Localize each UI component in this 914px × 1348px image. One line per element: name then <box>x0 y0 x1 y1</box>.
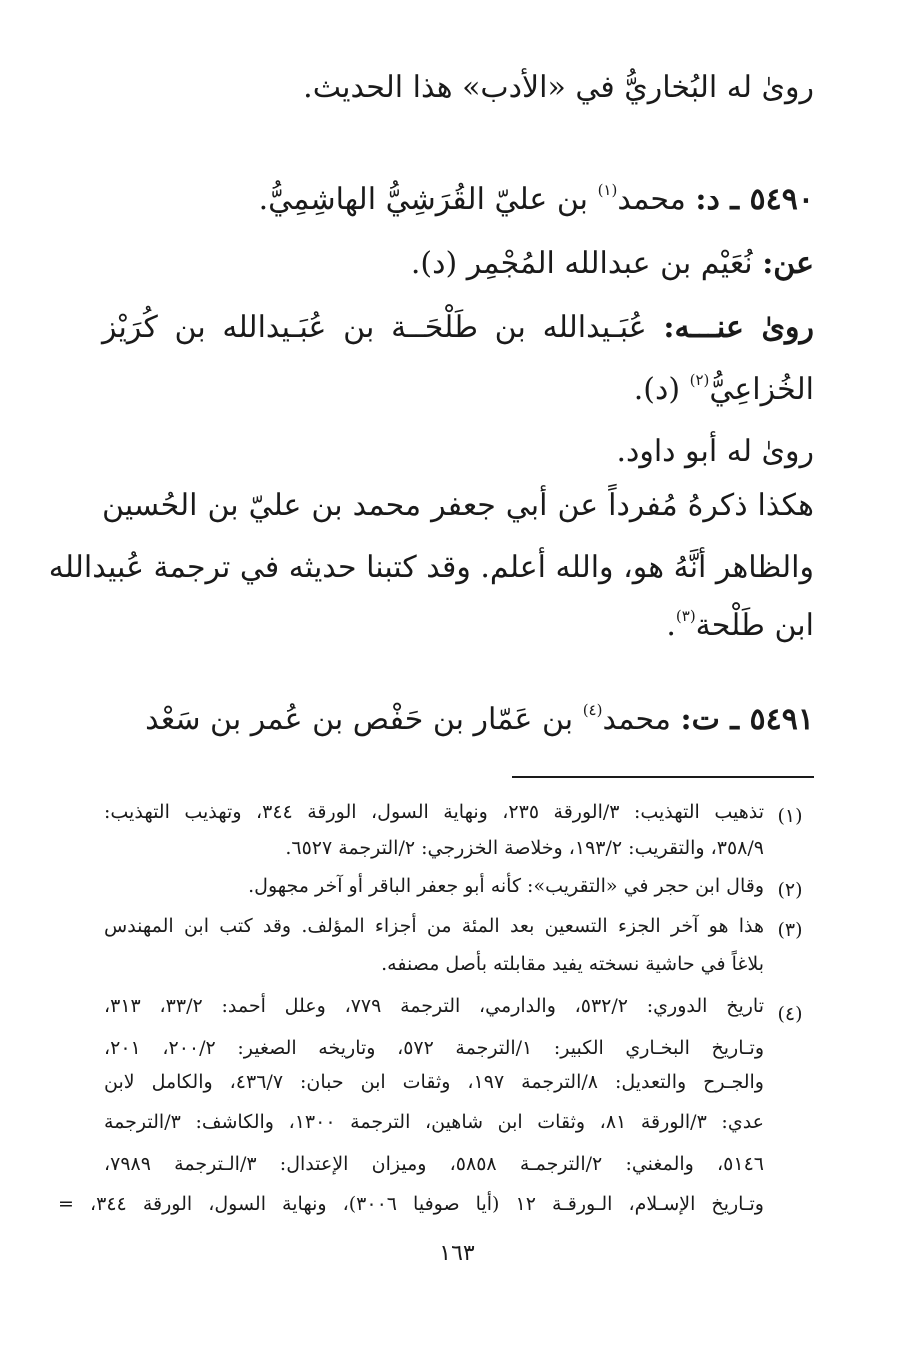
footnote-ref: (١) <box>597 181 618 199</box>
footnote-line: عدي: ٣/الورقة ٨١، وثقات ابن شاهين، الترجمة ١٣٠٠، والكاشف: ٣/الترجمة <box>104 1111 765 1133</box>
footnote-line: وتـاريخ الإسـلام، الـورقـة ١٢ (أيا صوفيا ٣٠٠٦)، ونهاية السول، الورقة ٣٤٤، = <box>58 1193 764 1215</box>
teachers-text: نُعَيْم بن عبدالله المُجْمِر (د). <box>410 246 753 281</box>
students-line <box>102 306 814 350</box>
entry-name: محمد <box>617 182 686 217</box>
footnote-line: بلاغاً في حاشية نسخته يفيد مقابلته بأصل مصنفه. <box>381 953 764 975</box>
footnote-line: ٣٥٨/٩، والتقريب: ١٩٣/٢، وخلاصة الخزرجي: ٢/الترجمة ٦٥٢٧. <box>285 837 764 859</box>
footnote-line: تذهيب التهذيب: ٣/الورقة ٢٣٥، ونهاية السول، الورقة ٣٤٤، وتهذيب التهذيب: <box>104 801 764 823</box>
footnote-ref: (٣) <box>675 607 696 625</box>
body-text: ابن طَلْحة <box>695 608 814 643</box>
body-line <box>666 604 814 648</box>
footnote-number: (٣) <box>777 919 803 941</box>
students-line-cont <box>634 368 814 412</box>
entry-name: محمد <box>602 702 671 737</box>
footnote-ref: (٤) <box>582 701 603 719</box>
students-text: عُبَـيدالله بن طَلْحَــة بن عُبَـيدالله بن كُرَيْز <box>102 310 647 345</box>
body-text: . <box>666 608 676 643</box>
body-line: هكذا ذكرهُ مُفرداً عن أبي جعفر محمد بن عليّ بن الحُسين <box>102 488 814 523</box>
body-line: رویٰ له البُخاريُّ في «الأدب» هذا الحديث. <box>303 70 814 105</box>
teachers-label: عن: <box>762 246 814 281</box>
entry-number: ٥٤٩١ ـ ت: <box>680 702 814 737</box>
students-text: (د). <box>633 372 681 407</box>
entry-name: بن عليّ القُرَشِيُّ الهاشِمِيُّ. <box>258 182 589 217</box>
footnote-separator <box>512 776 814 778</box>
body-line: رویٰ له أبو داود. <box>616 434 814 469</box>
entry-number: ٥٤٩٠ ـ د: <box>695 182 814 217</box>
footnote-line: والجـرح والتعديل: ٨/الترجمة ١٩٧، وثقات ابن حبان: ٤٣٦/٧، والكامل لابن <box>104 1071 764 1093</box>
teachers-line <box>411 242 814 286</box>
footnote-number: (١) <box>777 805 803 827</box>
entry-5491-heading <box>145 698 814 742</box>
page-number: ١٦٣ <box>439 1241 475 1266</box>
footnote-line: ٥١٤٦، والمغني: ٢/الترجمـة ٥٨٥٨، وميزان الإعتدال: ٣/الـترجمة ٧٩٨٩، <box>104 1153 764 1175</box>
entry-5490-heading <box>259 178 814 222</box>
footnote-ref: (٢) <box>689 371 710 389</box>
footnote-line: وتـاريخ البخـاري الكبير: ١/الترجمة ٥٧٢، وتاريخه الصغير: ٢٠٠/٢، ٢٠١، <box>104 1037 765 1059</box>
students-label: رویٰ عنـــه: <box>663 310 814 345</box>
footnote-line: تاريخ الدوري: ٥٣٢/٢، والدارمي، الترجمة ٧٧٩، وعلل أحمد: ٣٣/٢، ٣١٣، <box>104 995 764 1017</box>
footnote-line: وقال ابن حجر في «التقريب»: كأنه أبو جعفر الباقر أو آخر مجهول. <box>248 875 764 897</box>
students-text: الخُزاعِيُّ <box>709 372 814 407</box>
footnote-number: (٤) <box>777 1003 803 1025</box>
body-line: والظاهر أنَّهُ هو، والله أعلم. وقد كتبنا حديثه في ترجمة عُبيدالله <box>48 550 814 585</box>
footnote-line: هذا هو آخر الجزء التسعين بعد المئة من أجزاء المؤلف. وقد كتب ابن المهندس <box>104 915 764 937</box>
footnote-number: (٢) <box>777 879 803 901</box>
entry-name: بن عَمّار بن حَفْص بن عُمر بن سَعْد <box>145 702 574 737</box>
